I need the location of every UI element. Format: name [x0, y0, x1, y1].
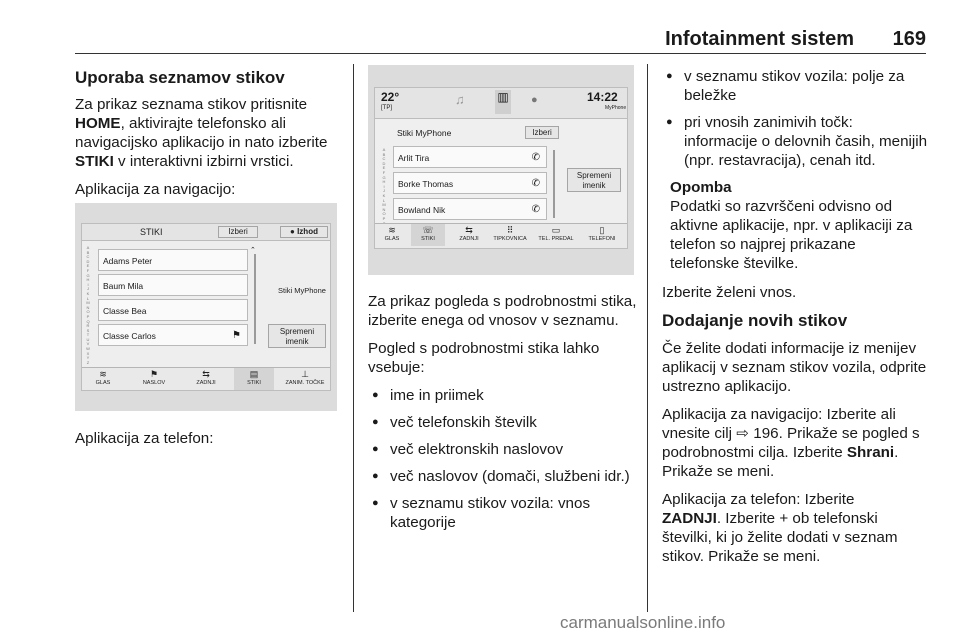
nav-contacts[interactable]: ▤ STIKI — [234, 368, 274, 390]
label-phone-app: Aplikacija za telefon: — [75, 430, 214, 447]
nav-titlebar — [82, 224, 330, 241]
phone-statusbar — [375, 88, 627, 119]
source-label: Stiki MyPhone — [278, 286, 326, 295]
nav-recent[interactable]: ⇆ ZADNJI — [188, 368, 224, 390]
phone-name: MyPhone — [605, 105, 627, 111]
recent-icon: ⇆ — [465, 225, 473, 235]
nav-recent[interactable]: ⇆ ZADNJI — [453, 224, 485, 246]
nav-poi[interactable]: ⊥ ZANIM. TOČKE — [282, 368, 328, 390]
poi-icon: ⊥ — [301, 369, 309, 379]
scrollbar[interactable] — [553, 150, 555, 218]
temperature: 22° — [381, 90, 400, 104]
flag-icon: ⚑ — [149, 369, 159, 379]
recent-icon: ⇆ — [202, 369, 210, 379]
scrollbar[interactable] — [254, 254, 256, 344]
select-button[interactable]: Izberi — [218, 226, 258, 238]
phone-screen-title: Stiki MyPhone — [397, 128, 452, 138]
column-divider-1 — [353, 64, 354, 612]
alphabet-index[interactable]: A B C D E F G H I J K L M N O P Q R S T U V W X Y Z — [86, 245, 90, 365]
alphabet-index[interactable]: A B C D E F G H I J K L M N O P — [382, 147, 386, 221]
phones-icon: ▯ — [599, 225, 605, 235]
scroll-up-icon[interactable]: ⌃ — [250, 247, 256, 254]
page-number: 169 — [892, 28, 926, 50]
note-box — [662, 178, 928, 273]
call-icon: ✆ — [531, 152, 540, 163]
nav-screen — [81, 223, 331, 391]
list-item[interactable]: Bowland Nik ✆ — [393, 198, 547, 220]
call-icon: ✆ — [531, 178, 540, 189]
keypad-icon: ⠿ — [506, 225, 514, 235]
page-ref-icon: ⇨ — [736, 425, 750, 442]
list-item[interactable]: Arlit Tira ✆ — [393, 146, 547, 168]
header-rule — [75, 53, 926, 54]
watermark: carmanualsonline.info — [560, 613, 726, 632]
paragraph-detail-contents: Pogled s podrobnostmi stika lahko vsebuje: — [368, 340, 600, 376]
phone-icon[interactable]: ▥ — [495, 90, 511, 114]
list-item: ● v seznamu stikov vozila: polje za beležke — [662, 67, 928, 105]
voice-icon: ≋ — [99, 369, 107, 379]
call-icon: ✆ — [531, 204, 540, 215]
nav-address[interactable]: ⚑ NASLOV — [136, 368, 172, 390]
list-item: ● pri vnosih zanimivih točk: informacije o delovnih časih, menijih (npr. restavracija), cenah itd. — [662, 113, 928, 170]
header-title: Infotainment sistem — [665, 28, 854, 50]
contacts-icon: ▤ — [249, 369, 259, 379]
paragraph-open-contacts: Za prikaz seznama stikov pritisnite HOME, aktivirajte telefonsko ali navigacijsko aplikacijo in nato izberite STIKI v interaktivni izbirni vrstici. — [75, 96, 328, 170]
paragraph-detail-view: Za prikaz pogleda s podrobnostmi stika, izberite enega od vnosov v seznamu. — [368, 293, 637, 329]
page-ref-link[interactable]: 196 — [753, 425, 779, 442]
paragraph-add-phone: Aplikacija za telefon: Izberite ZADNJI. Izberite + ob telefonski številki, ki jo želite dodati v seznam stikov. Prikaže se meni. — [662, 491, 898, 565]
change-directory-button[interactable]: Spremeni imenik — [268, 324, 326, 348]
tp-indicator: [TP] — [381, 105, 393, 111]
nav-screenshot — [75, 203, 337, 411]
paragraph-select-entry: Izberite želeni vnos. — [662, 284, 797, 301]
interaction-bar — [82, 367, 330, 390]
phone-screenshot — [368, 65, 634, 275]
list-item: ● več elektronskih naslovov — [368, 440, 638, 459]
list-item: ● v seznamu stikov vozila: vnos kategorije — [368, 494, 638, 532]
phone-screen — [374, 87, 628, 249]
list-item[interactable]: Classe Carlos ⚑ — [98, 324, 248, 346]
select-button[interactable]: Izberi — [525, 126, 559, 139]
voice-icon: ≋ — [388, 225, 396, 235]
exit-button[interactable]: ● Izhod — [280, 226, 328, 238]
section-heading-contacts: Uporaba seznamov stikov — [75, 68, 285, 87]
contacts-icon: ☏ — [422, 225, 434, 235]
flag-icon: ⚑ — [232, 330, 241, 341]
list-item[interactable]: Classe Bea — [98, 299, 248, 321]
column-2 — [368, 292, 638, 540]
label-nav-app: Aplikacija za navigacijo: — [75, 181, 236, 198]
tray-icon: ▭ — [551, 225, 561, 235]
plus-icon: + — [779, 510, 789, 527]
list-item: ● več naslovov (domači, službeni idr.) — [368, 467, 638, 486]
detail-bullet-list — [368, 386, 638, 532]
list-item: ● ime in priimek — [368, 386, 638, 405]
section-heading-add: Dodajanje novih stikov — [662, 311, 848, 330]
clock: 14:22 — [587, 90, 618, 104]
nav-icon[interactable]: ● — [531, 94, 538, 106]
list-item[interactable]: Baum Mila — [98, 274, 248, 296]
nav-phones[interactable]: ▯ TELEFONI — [581, 224, 623, 246]
nav-phone-tray[interactable]: ▭ TEL. PREDAL — [535, 224, 577, 246]
column-3 — [662, 67, 928, 575]
nav-voice[interactable]: ≋ GLAS — [86, 368, 120, 390]
column-1 — [75, 68, 347, 208]
list-item[interactable]: Borke Thomas ✆ — [393, 172, 547, 194]
paragraph-add-intro: Če želite dodati informacije iz menijev aplikacij v seznam stikov vozila, odprite ustrezno aplikacijo. — [662, 340, 927, 395]
music-icon[interactable]: ♫ — [455, 92, 465, 107]
note-title: Opomba — [670, 179, 732, 196]
nav-voice[interactable]: ≋ GLAS — [377, 224, 407, 246]
note-text: Podatki so razvrščeni odvisno od aktivne aplikacije, npr. v aplikaciji za telefon so najprej prikazane telefonske številke. — [670, 198, 913, 272]
change-directory-button[interactable]: Spremeni imenik — [567, 168, 621, 192]
label-phone-app-wrap — [75, 429, 347, 457]
nav-contacts[interactable]: ☏ STIKI — [411, 224, 445, 246]
list-item: ● več telefonskih številk — [368, 413, 638, 432]
nav-screen-title: STIKI — [140, 227, 163, 237]
paragraph-add-nav: Aplikacija za navigacijo: Izberite ali vnesite cilj ⇨ 196. Prikaže se pogled s podrobnostmi cilja. Izberite Shrani. Prikaže se meni. — [662, 406, 920, 480]
nav-keypad[interactable]: ⠿ TIPKOVNICA — [489, 224, 531, 246]
column-divider-2 — [647, 64, 648, 612]
detail-bullet-list-cont — [662, 67, 928, 170]
interaction-bar — [375, 223, 627, 248]
list-item[interactable]: Adams Peter — [98, 249, 248, 271]
page-header — [75, 28, 926, 52]
